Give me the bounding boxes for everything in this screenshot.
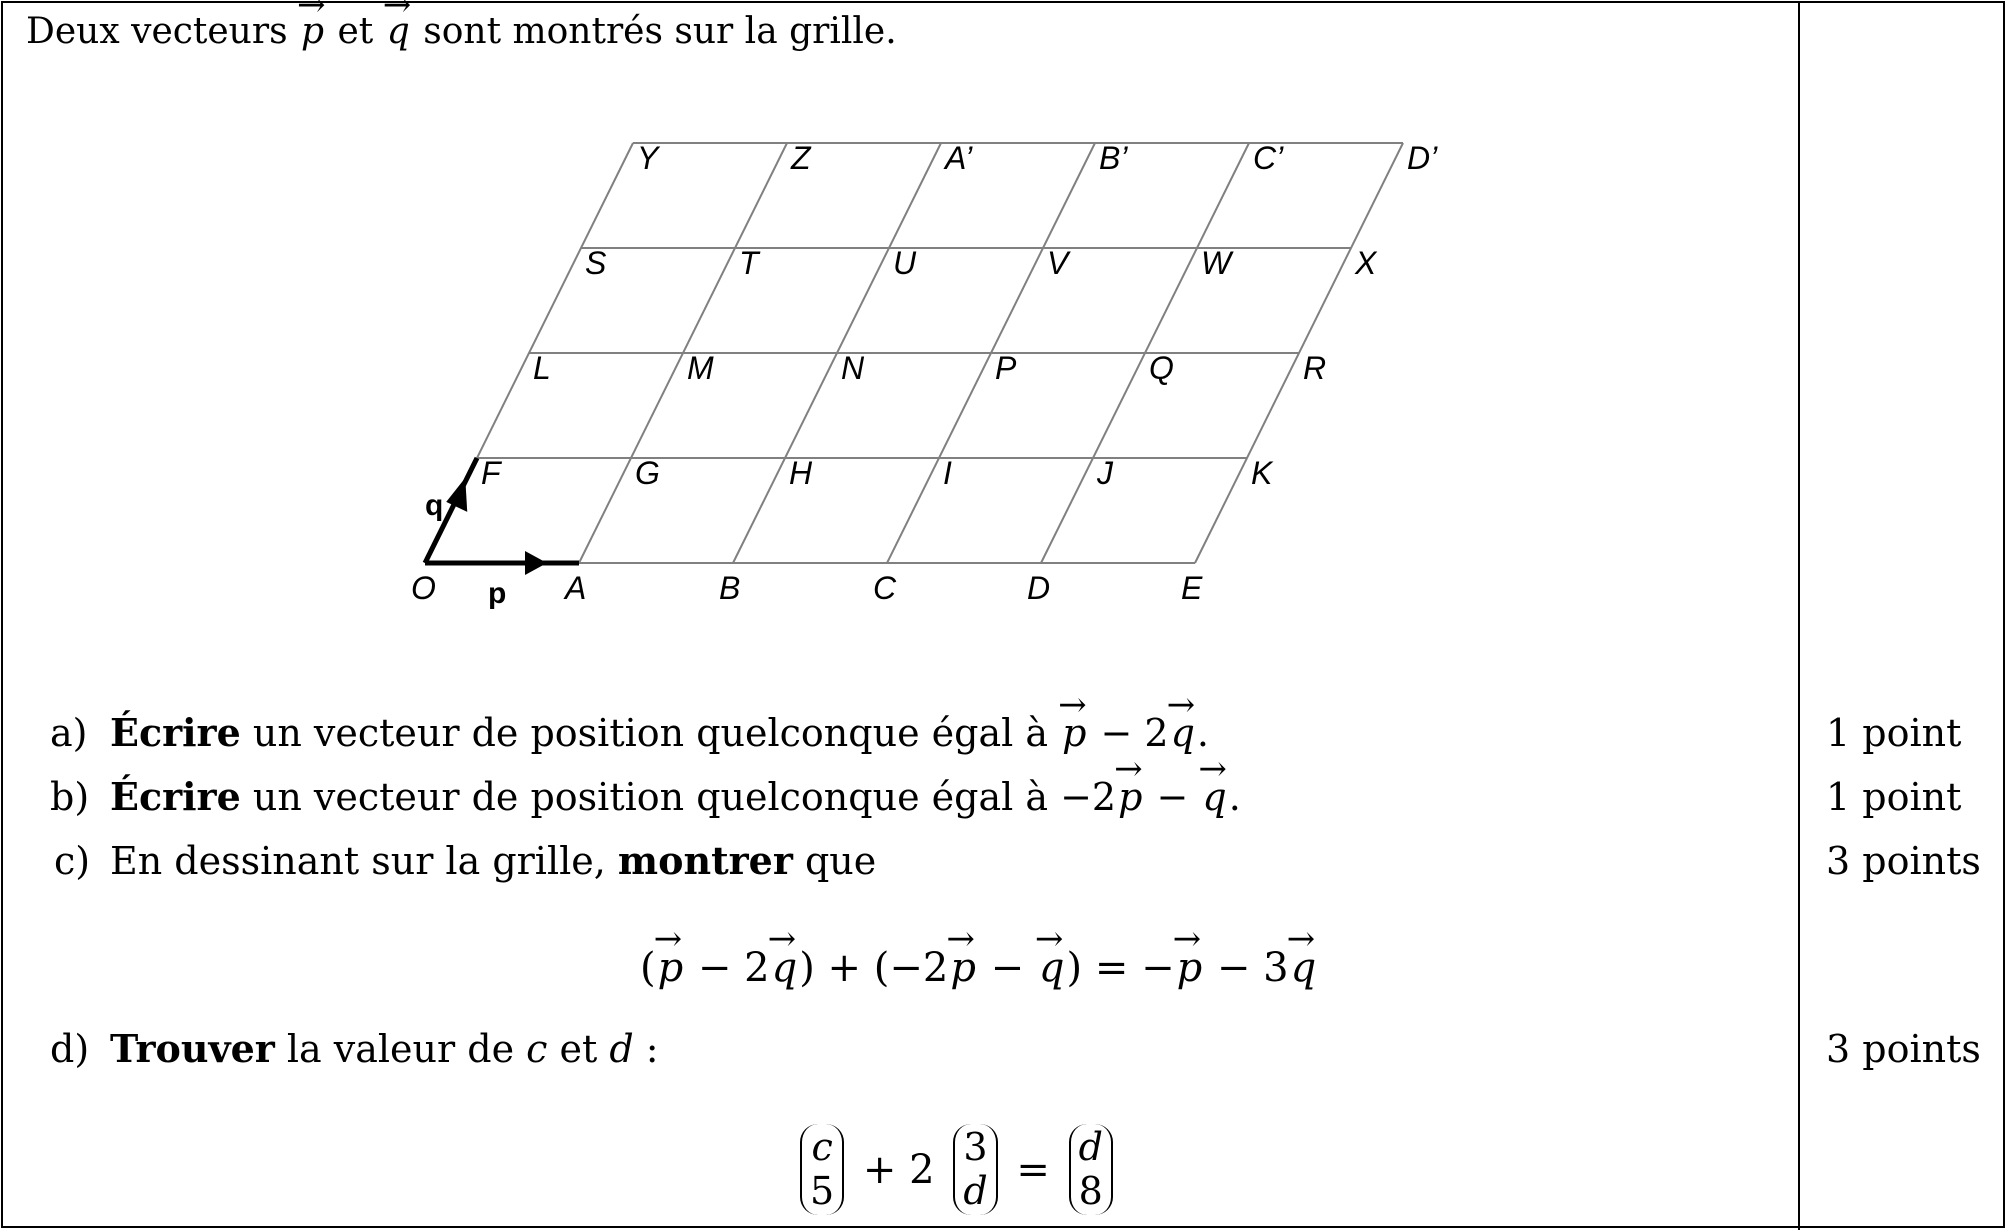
question-c-verb: montrer (617, 838, 793, 883)
eq-plus: ) + (−2 (799, 945, 949, 991)
eq-q2: → q (1037, 948, 1067, 988)
grid-point-label: W (1201, 245, 1232, 281)
grid-point-label: Z (791, 140, 811, 176)
grid-point-label: C’ (1253, 140, 1284, 176)
question-a-q: → q (1169, 714, 1197, 752)
grid-point-label: M (687, 350, 714, 386)
grid-point-label: E (1181, 570, 1203, 606)
question-d-d: d (609, 1027, 634, 1071)
grid-point-label: Q (1149, 350, 1174, 386)
grid-point-label: H (789, 455, 813, 491)
question-b-q: → q (1200, 778, 1228, 816)
eq-minus-2: − 2 (685, 945, 770, 991)
vector-p-symbol: → p (299, 14, 326, 50)
question-a-verb: Écrire (110, 710, 241, 755)
matrix2-top: 3 (963, 1125, 988, 1169)
question-a-minus: − 2 (1088, 711, 1169, 755)
grid-point-label: G (635, 455, 660, 491)
eq-p1: → p (656, 948, 686, 988)
grid-point-label: I (943, 455, 952, 491)
eq-minus: − (977, 945, 1037, 991)
question-b-p: → p (1116, 778, 1144, 816)
matrix3-top: d (1078, 1125, 1103, 1169)
question-c (54, 838, 877, 883)
grid-point-label: X (1355, 245, 1377, 281)
grid-point-label: P (995, 350, 1017, 386)
column-vector-2 (953, 1124, 997, 1215)
grid-point-label: O (411, 570, 436, 606)
question-a-text: un vecteur de position quelconque égal à (240, 711, 1061, 755)
question-a-letter: a) (50, 711, 88, 755)
eq-plus-2: + 2 (862, 1146, 935, 1193)
grid-point-label: L (533, 350, 551, 386)
eq-equals-sign: = (1016, 1146, 1050, 1193)
grid-point-label: J (1097, 455, 1113, 491)
grid-point-label: N (841, 350, 865, 386)
question-c-points: 3 points (1826, 839, 1981, 883)
question-d-verb: Trouver (110, 1026, 275, 1071)
eq-q1: → q (770, 948, 800, 988)
grid-point-label: K (1251, 455, 1273, 491)
intro-suffix: sont montrés sur la grille. (423, 11, 897, 52)
matrix1-bottom: 5 (810, 1168, 835, 1213)
eq-paren-open: ( (640, 945, 656, 991)
grid-point-label: B’ (1099, 140, 1128, 176)
grid-point-label: T (739, 245, 759, 281)
grid-point-label: Y (637, 140, 659, 176)
question-d-letter: d) (50, 1027, 90, 1071)
grid-point-label: V (1047, 245, 1069, 281)
vector-p-label: p (488, 577, 507, 610)
intro-and: et (337, 11, 374, 52)
vector-q-symbol: → q (385, 14, 412, 50)
question-b-period: . (1228, 775, 1241, 819)
grid-point-label: S (585, 245, 607, 281)
question-a-points: 1 point (1826, 711, 1962, 755)
question-a-period: . (1196, 711, 1210, 755)
matrix1-top: c (811, 1125, 833, 1169)
intro-prefix: Deux vecteurs (26, 11, 288, 52)
question-d-pre: la valeur de (274, 1027, 527, 1071)
grid-point-label: U (893, 245, 917, 281)
eq-minus-3: − 3 (1204, 945, 1289, 991)
eq-p3: → p (1175, 948, 1205, 988)
eq-p2: → p (948, 948, 978, 988)
question-b-text: un vecteur de position quelconque égal à −2 (240, 775, 1117, 819)
question-d-equation (800, 1124, 1113, 1215)
grid-point-label: R (1303, 350, 1327, 386)
matrix2-bottom: d (963, 1168, 988, 1213)
vector-p-arrowhead (525, 551, 547, 575)
question-c-post: que (792, 839, 877, 883)
grid-point-label: A (565, 570, 587, 606)
vector-q-label: q (425, 489, 444, 522)
grid-lines (425, 143, 1403, 563)
question-a-p: → p (1060, 714, 1088, 752)
grid-point-label: F (481, 455, 501, 491)
question-b (50, 774, 1241, 819)
vector-q-arrowhead (446, 478, 467, 512)
question-b-points: 1 point (1826, 775, 1962, 819)
grid-point-label: D’ (1407, 140, 1438, 176)
grid-point-label: A’ (945, 140, 973, 176)
question-c-letter: c) (54, 839, 91, 883)
grid-point-labels (411, 140, 1438, 606)
question-d-post: : (633, 1027, 659, 1071)
question-b-verb: Écrire (110, 774, 241, 819)
column-vector-1 (800, 1124, 844, 1215)
column-vector-3 (1069, 1124, 1113, 1215)
question-d (50, 1026, 659, 1071)
grid-point-label: B (719, 570, 741, 606)
question-a (50, 710, 1210, 755)
grid-point-label: D (1027, 570, 1051, 606)
question-d-points: 3 points (1826, 1027, 1981, 1071)
question-d-and: et (547, 1027, 610, 1071)
question-b-minus: − (1144, 775, 1201, 819)
question-c-equation (640, 945, 1318, 991)
eq-q3: → q (1289, 948, 1319, 988)
eq-equals: ) = − (1066, 945, 1175, 991)
grid-point-label: C (873, 570, 897, 606)
question-c-pre: En dessinant sur la grille, (110, 839, 618, 883)
question-b-letter: b) (50, 775, 90, 819)
matrix3-bottom: 8 (1078, 1168, 1103, 1213)
question-d-c: c (526, 1027, 548, 1071)
basis-vectors (425, 458, 579, 610)
